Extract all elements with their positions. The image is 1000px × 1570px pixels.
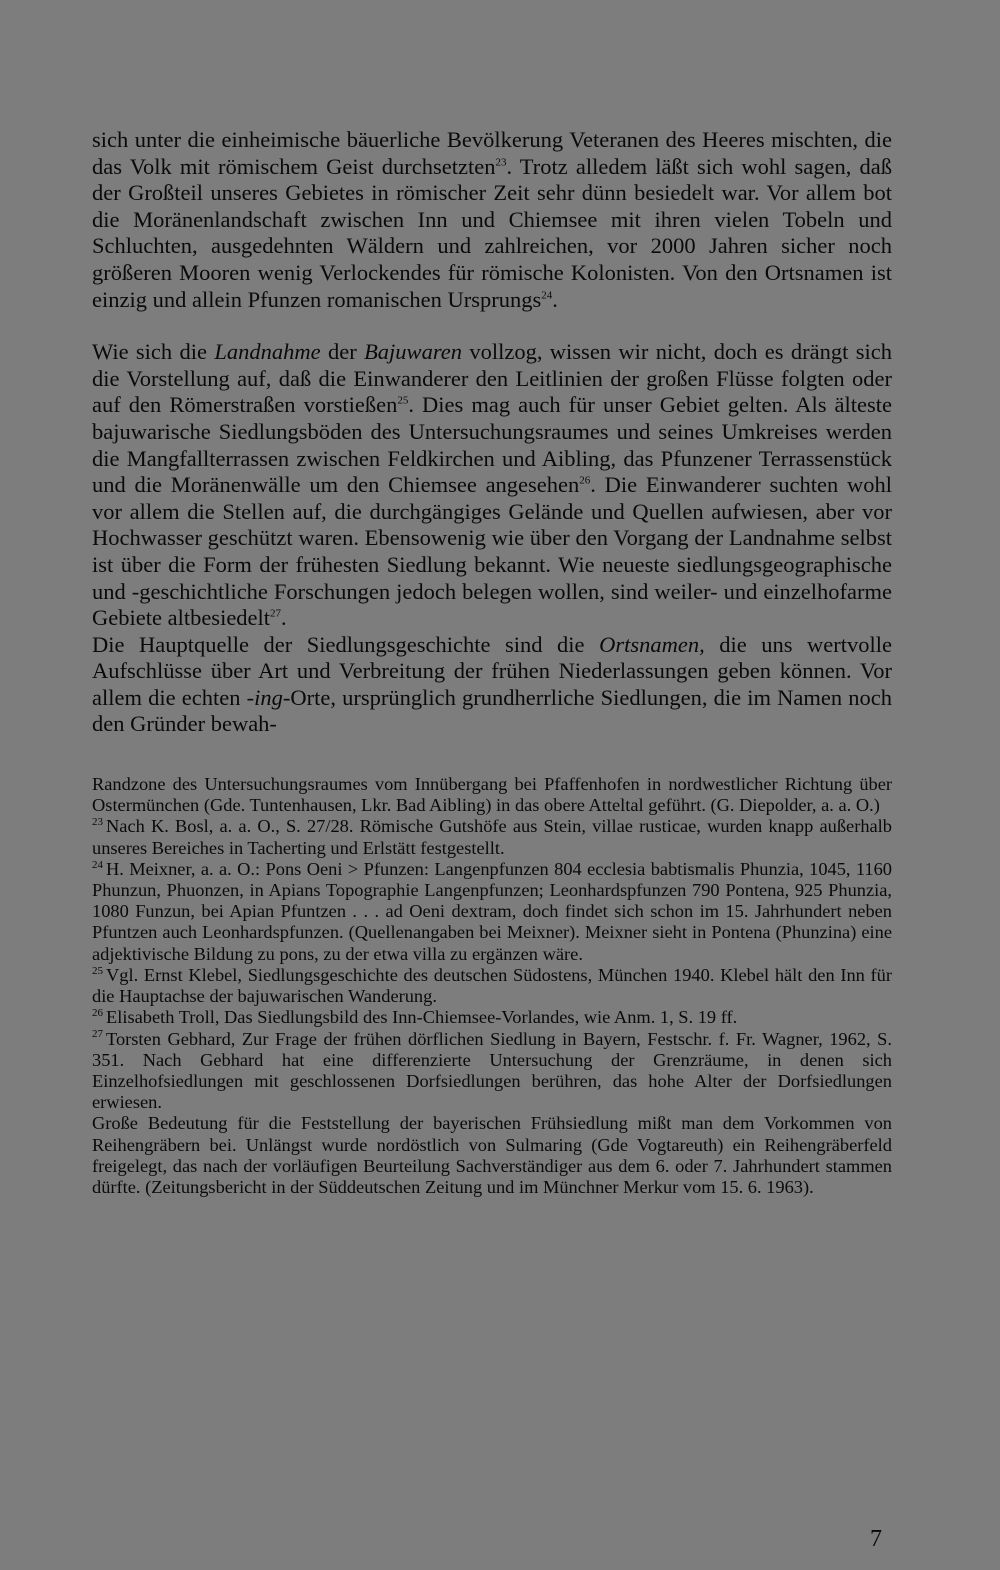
footnote-ref-23[interactable]: 23 — [495, 156, 507, 169]
page-number: 7 — [870, 1526, 882, 1552]
footnote-ref-27[interactable]: 27 — [270, 607, 282, 620]
footnote-ref-26[interactable]: 26 — [579, 474, 591, 487]
page-content — [92, 127, 892, 1198]
footnote-continuation: Randzone des Untersuchungsraumes vom Innübergang bei Pfaffenhofen in nordwestlicher Richtung über Ostermünchen (Gde. Tuntenhausen, Lkr. Bad Aibling) in das obere Atteltal geführt. (G. Diepolder, a. a. O.) — [92, 774, 892, 816]
footnote-26: $^{26}$ Elisabeth Troll, Das Siedlungsbild des Inn-Chiemsee-Vorlandes, wie Anm. 1, S. 19 ff. — [92, 1007, 738, 1028]
footnotes — [92, 774, 892, 1198]
paragraph-roman-settlement: sich unter die einheimische bäuerliche Bevölkerung Veteranen des Heeres mischten, die das Volk mit römischem Geist durchsetzten$^{23}$. Trotz alledem läßt sich wohl sagen, daß der Großteil unseres Gebietes in römischer Zeit sehr dünn besiedelt war. Vor allem bot die Moränenlandschaft zwischen Inn und Chiemsee mit ihren vielen Tobeln und Schluchten, ausgedehnten Wäldern und zahlreichen, vor 2000 Jahren sicher noch größeren Mooren wenig Verlockendes für römische Kolonisten. Von den Ortsnamen ist einzig und allein Pfunzen romanischen Ursprungs$^{24}$. — [92, 127, 892, 312]
footnote-ref-24[interactable]: 24 — [541, 289, 553, 302]
footnote-27: $^{27}$ Torsten Gebhard, Zur Frage der frühen dörflichen Siedlung in Bayern, Festschr. f. Fr. Wagner, 1962, S. 351. Nach Gebhard hat eine differenzierte Untersuchung der Grenzräume, in denen sich Einzelhofsiedlungen mit geschlossenen Dorfsiedlungen berühren, das hohe Alter der Dorfsiedlungen erwiesen. — [92, 1028, 892, 1113]
footnote-24: $^{24}$ H. Meixner, a. a. O.: Pons Oeni > Pfunzen: Langenpfunzen 804 ecclesia babtismalis Phunzia, 1045, 1160 Phunzun, Phuonzen, in Apians Topographie Langenpfunzen; Leonhardspfunzen 790 Pontena, 925 Phunzia, 1080 Funzun, bei Apian Pfuntzen . . . ad Oeni dextram, doch findet sich schon im 15. Jahrhundert neben Pfuntzen auch Leonhardspfunzen. (Quellenangaben bei Meixner). Meixner sieht in Pontena (Phunzina) eine adjektivische Bildung zu pons, zu der etwa villa zu ergänzen wäre. — [92, 858, 892, 964]
paragraph-ortsnamen: Die Hauptquelle der Siedlungsgeschichte sind die Ortsnamen, die uns wertvolle Aufschlüsse über Art und Verbreitung der frühen Niederlassungen geben können. Vor allem die echten -ing-Orte, ursprünglich grundherrliche Siedlungen, die im Namen noch den Gründer bewah- — [92, 631, 893, 737]
footnote-23: $^{23}$ Nach K. Bosl, a. a. O., S. 27/28. Römische Gutshöfe aus Stein, villae rusticae, wurden knapp außerhalb unseres Bereiches in Tacherting und Erlstätt festgestellt. — [92, 816, 892, 858]
paragraph-gap — [92, 313, 892, 339]
footnote-25: $^{25}$ Vgl. Ernst Klebel, Siedlungsgeschichte des deutschen Südostens, München 1940. Klebel hält den Inn für die Hauptachse der bajuwarischen Wanderung. — [92, 964, 892, 1007]
footnote-ref-25[interactable]: 25 — [397, 394, 409, 407]
footnote-27-continuation: Große Bedeutung für die Feststellung der bayerischen Frühsiedlung mißt man dem Vorkommen von Reihengräbern bei. Unlängst wurde nordöstlich von Sulmaring (Gde Vogtareuth) ein Reihengräberfeld freigelegt, das nach der vorläufigen Beurteilung Sachverständiger aus dem 6. oder 7. Jahrhundert stammen dürfte. (Zeitungsbericht in der Süddeutschen Zeitung und im Münchner Merkur vom 15. 6. 1963). — [92, 1113, 892, 1197]
paragraph-landnahme: Wie sich die Landnahme der Bajuwaren vollzog, wissen wir nicht, doch es drängt sich die Vorstellung auf, daß die Einwanderer den Leitlinien der großen Flüsse folgten oder auf den Römerstraßen vorstießen$^{25}$. Dies mag auch für unser Gebiet gelten. Als älteste bajuwarische Siedlungsböden des Untersuchungsraumes und seines Umkreises werden die Mangfallterrassen zwischen Feldkirchen und Aibling, das Pfunzener Terrassenstück und die Moränenwälle um den Chiemsee angesehen$^{26}$. Die Einwanderer suchten wohl vor allem die Stellen auf, die durchgängiges Gelände und Quellen aufwiesen, aber vor Hochwasser geschützt waren. Ebensowenig wie über den Vorgang der Landnahme selbst ist über die Form der frühesten Siedlung bekannt. Wie neueste siedlungsgeographische und -geschichtliche Forschungen jedoch belegen wollen, sind weiler- und einzelhofarme Gebiete altbesiedelt$^{27}$. — [92, 339, 893, 631]
